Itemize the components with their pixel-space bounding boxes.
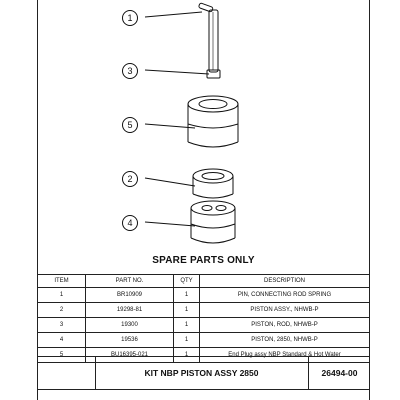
cell-description: PISTON, 2850, NHWB-P [200, 333, 370, 348]
table-row [38, 333, 370, 348]
end-plug-assembly [188, 96, 238, 147]
cell-item: 5 [38, 348, 86, 363]
cell-description: End Plug assy NBP Standard & Hot Water [200, 348, 370, 363]
callout-item-3: 3 [122, 63, 138, 79]
table-row [38, 318, 370, 333]
title-block-blank-cell [37, 357, 96, 389]
leader-line-2 [145, 178, 195, 186]
table-row [38, 303, 370, 318]
leader-line-4 [145, 222, 195, 226]
piston-2850 [191, 201, 235, 243]
cell-part-no: 19298-81 [86, 303, 174, 318]
cell-item: 1 [38, 288, 86, 303]
cell-item: 2 [38, 303, 86, 318]
callout-item-1: 1 [122, 10, 138, 26]
connecting-rod-pin [198, 3, 213, 12]
cell-qty: 1 [174, 288, 200, 303]
leader-line-3 [145, 70, 209, 74]
piston-assembly [193, 169, 233, 198]
table-header-row [38, 275, 370, 288]
cell-part-no: 19536 [86, 333, 174, 348]
column-header-qty: QTY [174, 275, 200, 288]
callout-item-4: 4 [122, 215, 138, 231]
title-block [37, 356, 370, 390]
cell-description: PISTON ASSY., NHWB-P [200, 303, 370, 318]
callout-item-2: 2 [122, 171, 138, 187]
parts-table [37, 274, 370, 363]
cell-qty: 1 [174, 348, 200, 363]
callout-item-5: 5 [122, 117, 138, 133]
kit-part-number: 26494-00 [321, 368, 358, 378]
cell-part-no: BR10909 [86, 288, 174, 303]
cell-part-no: BU16395-021 [86, 348, 174, 363]
leader-line-1 [145, 12, 202, 17]
column-header-description: DESCRIPTION [200, 275, 370, 288]
spare-parts-heading: SPARE PARTS ONLY [152, 255, 255, 266]
cell-item: 4 [38, 333, 86, 348]
column-header-part-no: PART NO. [86, 275, 174, 288]
cell-part-no: 19300 [86, 318, 174, 333]
cell-qty: 1 [174, 333, 200, 348]
piston-rod [207, 10, 220, 78]
cell-description: PIN, CONNECTING ROD SPRING [200, 288, 370, 303]
cell-qty: 1 [174, 303, 200, 318]
cell-item: 3 [38, 318, 86, 333]
exploded-assembly-drawing [37, 0, 370, 250]
cell-qty: 1 [174, 318, 200, 333]
table-row [38, 288, 370, 303]
column-header-item: ITEM [38, 275, 86, 288]
kit-title: KIT NBP PISTON ASSY 2850 [95, 357, 309, 389]
cell-description: PISTON, ROD, NHWB-P [200, 318, 370, 333]
